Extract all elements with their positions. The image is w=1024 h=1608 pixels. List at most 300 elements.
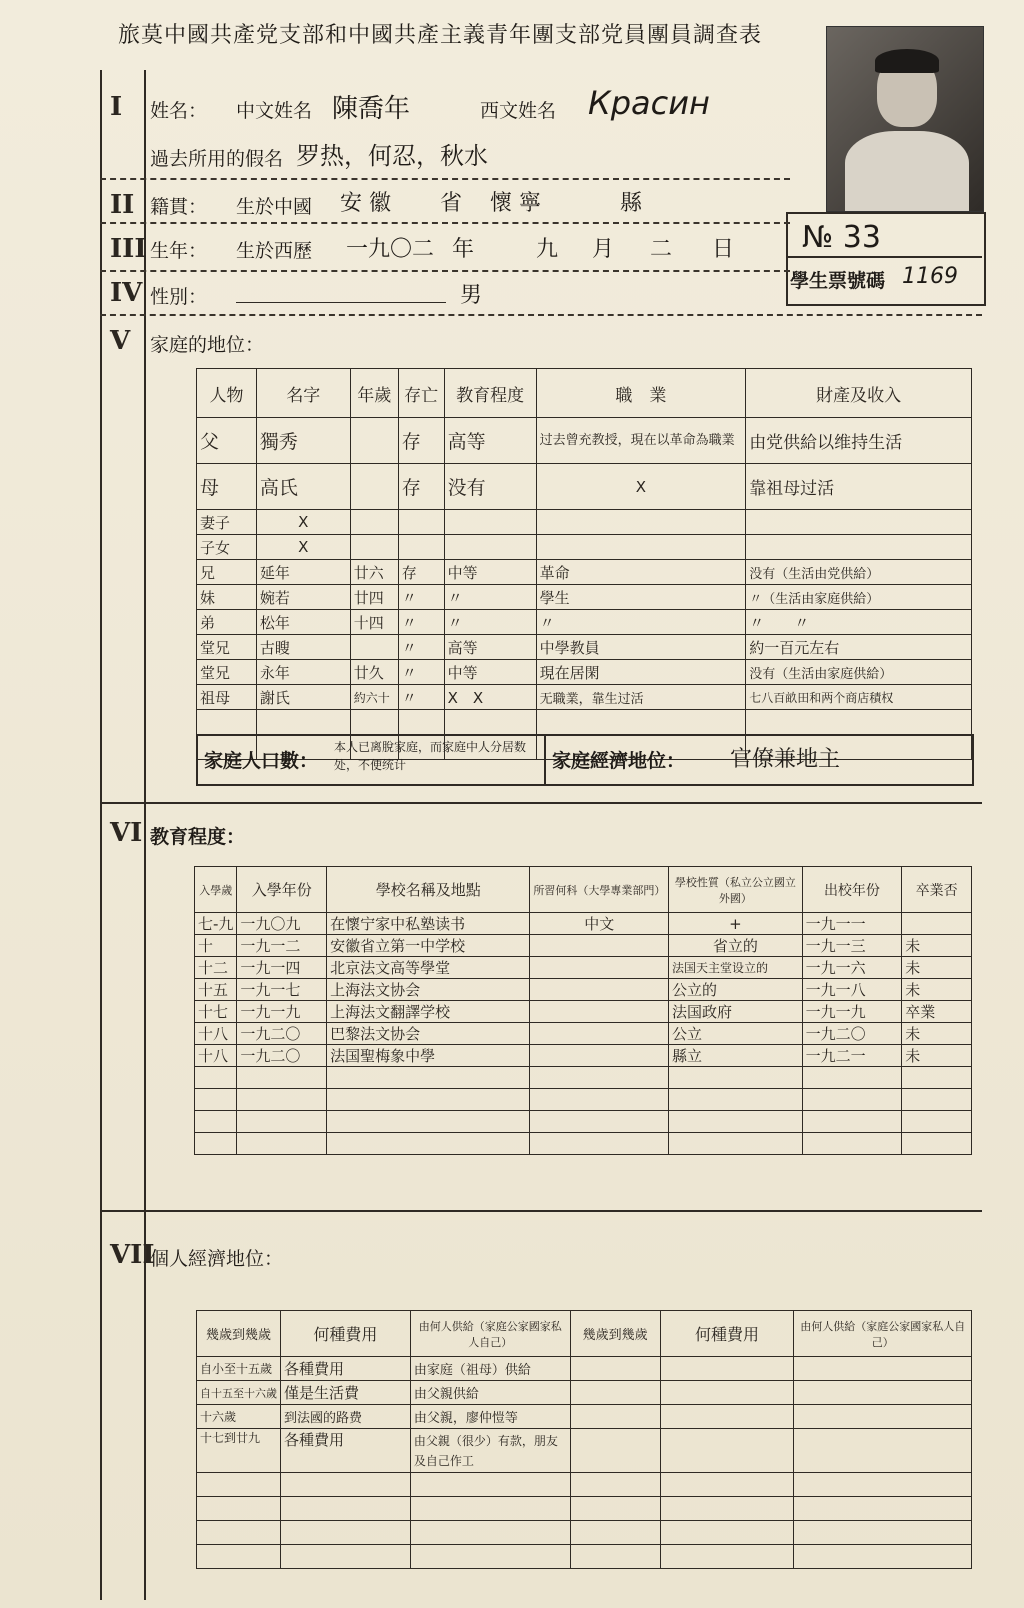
cell: 廿四 [350,585,398,610]
cell [746,535,972,560]
cell [660,1405,794,1429]
cell: 一九一一 [802,913,902,935]
photo-number: № 33 [802,220,881,255]
cell: 一九一九 [237,1001,327,1023]
col-alive: 存亡 [398,369,444,418]
cell [237,1067,327,1089]
cell: 一九二〇 [237,1045,327,1067]
province-suffix: 省 [440,191,463,216]
population-label: 家庭人口數： [204,750,319,772]
cell: 一九一二 [237,935,327,957]
education-label: 教育程度： [150,826,246,848]
cell: 省立的 [669,935,803,957]
cell [281,1545,411,1569]
table-row [197,635,972,660]
birth-prefix: 生於西歷 [236,240,313,262]
economic-status-value: 官僚兼地主 [730,747,841,772]
col-expense-type: 何種費用 [281,1311,411,1357]
table-row [195,935,972,957]
cell: 法国政府 [669,1001,803,1023]
cell: 一九二〇 [802,1023,902,1045]
table-row [197,1473,972,1497]
cell [530,1001,669,1023]
cell [570,1497,660,1521]
col-graduated: 卒業否 [902,867,972,913]
cell [536,510,746,535]
cell [902,1133,972,1155]
cell [410,1521,570,1545]
cell: 〃（生活由家庭供給） [746,585,972,610]
cell [660,1381,794,1405]
cell [660,1497,794,1521]
table-row [195,1111,972,1133]
cell [669,1089,803,1111]
cell: 一九二一 [802,1045,902,1067]
cell: 七-九 [195,913,237,935]
cell: 縣立 [669,1045,803,1067]
cell: 一九二〇 [237,1023,327,1045]
col-provider: 由何人供給（家庭公家國家私人自己） [410,1311,570,1357]
birth-month-suffix: 月 [592,237,615,262]
cell: 祖母 [197,685,257,710]
col-provider-2: 由何人供給（家庭公家國家私人自己） [794,1311,972,1357]
table-row [197,585,972,610]
cell: X [256,535,350,560]
personal-economy-table [196,1310,972,1569]
cell [570,1357,660,1381]
cell: 十 [195,935,237,957]
cell: 妹 [197,585,257,610]
cell: 弟 [197,610,257,635]
cell [794,1497,972,1521]
cell [660,1521,794,1545]
cell: 存 [398,464,444,510]
cell [530,957,669,979]
table-row [197,685,972,710]
col-entry-age: 入學歲 [195,867,237,913]
cell [669,1111,803,1133]
cell: 〃 〃 [746,610,972,635]
cell [327,1067,530,1089]
table-row [195,1023,972,1045]
table-row [195,1045,972,1067]
cell: 〃 [398,635,444,660]
cell: 廿六 [350,560,398,585]
cell [794,1381,972,1405]
cell: 过去曾充教授，現在以革命為職業 [536,418,746,464]
cell [195,1133,237,1155]
cell [197,1473,281,1497]
cell [237,1111,327,1133]
table-row [197,510,972,535]
cell: 中等 [444,560,536,585]
cell: 父 [197,418,257,464]
birth-year-label: 生年： [150,240,208,262]
cell: 北京法文高等學堂 [327,957,530,979]
cell [350,464,398,510]
student-ticket-number: 1169 [902,264,958,289]
cell: 兄 [197,560,257,585]
cell: 七八百畝田和两个商店積权 [746,685,972,710]
cell [570,1473,660,1497]
col-subject: 所習何科（大學專業部門） [530,867,669,913]
cell: 十六歲 [197,1405,281,1429]
cell: 未 [902,935,972,957]
chinese-name-label: 中文姓名 [236,100,313,122]
western-name-label: 西文姓名 [480,100,557,122]
province: 安 徽 [340,191,391,216]
cell [530,979,669,1001]
cell: 〃 [398,610,444,635]
cell [794,1521,972,1545]
cell [530,1045,669,1067]
cell [802,1067,902,1089]
cell [281,1521,411,1545]
section-4-numeral: IV [110,278,143,308]
cell: 上海法文翻譯学校 [327,1001,530,1023]
col-school-name: 學校名稱及地點 [327,867,530,913]
birth-year-suffix: 年 [452,237,475,262]
education-table [194,866,972,1155]
cell [444,510,536,535]
cell [902,913,972,935]
cell: 法国天主堂设立的 [669,957,803,979]
family-table-header [197,369,972,418]
cell [802,1111,902,1133]
cell [570,1381,660,1405]
table-row [197,535,972,560]
birth-day: 二 [650,237,673,262]
cell: 中等 [444,660,536,685]
cell [902,1089,972,1111]
table-row [195,913,972,935]
table-row [197,464,972,510]
cell: 妻子 [197,510,257,535]
cell [669,1133,803,1155]
cell: 一九〇九 [237,913,327,935]
cell [195,1089,237,1111]
col-age: 年歲 [350,369,398,418]
cell [327,1111,530,1133]
section-1-numeral: I [110,92,123,122]
cell: 公立 [669,1023,803,1045]
col-age-range-2: 幾歲到幾歲 [570,1311,660,1357]
cell: 〃 [398,585,444,610]
col-expense-type-2: 何種費用 [660,1311,794,1357]
cell [281,1473,411,1497]
cell [660,1429,794,1473]
cell: 學生 [536,585,746,610]
cell [746,510,972,535]
cell: 靠祖母过活 [746,464,972,510]
col-age-range: 幾歲到幾歲 [197,1311,281,1357]
cell [660,1473,794,1497]
cell: 十八 [195,1045,237,1067]
form-title: 旅莫中國共產党支部和中國共產主義青年團支部党員團員調查表 [118,23,763,48]
table-row [195,1067,972,1089]
cell: 没有（生活由党供給） [746,560,972,585]
table-row [197,560,972,585]
cell [570,1521,660,1545]
cell: 十八 [195,1023,237,1045]
table-row [197,1357,972,1381]
cell [410,1497,570,1521]
cell: 由家庭（祖母）供給 [410,1357,570,1381]
cell [530,1023,669,1045]
cell: + [669,913,803,935]
cell [444,535,536,560]
table-row [197,660,972,685]
birth-day-suffix: 日 [712,237,735,262]
cell: 高等 [444,418,536,464]
cell [794,1405,972,1429]
cell: 十二 [195,957,237,979]
cell [660,1357,794,1381]
table-row [197,710,972,735]
cell: 〃 [444,610,536,635]
cell [398,710,444,735]
cell: 獨秀 [256,418,350,464]
table-row [195,979,972,1001]
cell [237,1133,327,1155]
col-school-type: 學校性質（私立公立國立外國） [669,867,803,913]
cell: 公立的 [669,979,803,1001]
table-row [197,1545,972,1569]
section-6-numeral: VI [110,818,143,848]
cell [660,1545,794,1569]
col-entry-year: 入學年份 [237,867,327,913]
cell: 革命 [536,560,746,585]
margin-line-inner [144,70,146,1600]
cell [195,1067,237,1089]
student-ticket-label: 學生票號碼 [790,270,886,292]
cell [350,535,398,560]
education-table-header [195,867,972,913]
cell [530,1111,669,1133]
cell [197,1497,281,1521]
table-row [195,957,972,979]
cell: 廿久 [350,660,398,685]
table-row [197,1429,972,1473]
cell [794,1473,972,1497]
native-place-label: 籍貫： [150,196,208,218]
cell [794,1357,972,1381]
table-row [195,1133,972,1155]
cell [444,710,536,735]
cell [197,1545,281,1569]
cell [398,535,444,560]
cell [802,1089,902,1111]
cell [350,418,398,464]
sex-label: 性別： [150,286,208,308]
aliases-label: 過去所用的假名 [150,148,284,170]
cell: 謝氏 [256,685,350,710]
cell [570,1429,660,1473]
cell: 母 [197,464,257,510]
cell: X X [444,685,536,710]
cell: 約一百元左右 [746,635,972,660]
cell [530,1133,669,1155]
table-row [197,418,972,464]
cell: 婉若 [256,585,350,610]
table-row [197,1521,972,1545]
cell [802,1133,902,1155]
cell: 存 [398,418,444,464]
cell: 僅是生活費 [281,1381,411,1405]
cell [256,710,350,735]
cell [410,1473,570,1497]
economic-status-label: 家庭經濟地位： [552,750,686,772]
cell [350,710,398,735]
population-note: 本人已离脫家庭，而家庭中人分居数处，不便统计 [334,740,527,772]
cell: 古瞍 [256,635,350,660]
birth-month: 九 [536,237,559,262]
cell: 一九一八 [802,979,902,1001]
cell: 一九一六 [802,957,902,979]
cell: 堂兄 [197,635,257,660]
cell [794,1429,972,1473]
cell: 自十五至十六歲 [197,1381,281,1405]
cell [746,710,972,735]
cell: 一九一九 [802,1001,902,1023]
cell [794,1545,972,1569]
col-property: 財產及收入 [746,369,972,418]
cell [530,935,669,957]
personal-economy-label: 個人經濟地位： [150,1248,284,1270]
cell: 〃 [444,585,536,610]
cell: 〃 [398,685,444,710]
col-person: 人物 [197,369,257,418]
cell: 〃 [536,610,746,635]
cell: 松年 [256,610,350,635]
cell [195,1111,237,1133]
cell: 十四 [350,610,398,635]
name-label: 姓名： [150,100,208,122]
cell [350,510,398,535]
cell: 未 [902,957,972,979]
cell: 十五 [195,979,237,1001]
cell: X [256,510,350,535]
cell: 没有（生活由家庭供給） [746,660,972,685]
cell [570,1545,660,1569]
cell: 高氏 [256,464,350,510]
cell: 各種費用 [281,1429,411,1473]
cell: 延年 [256,560,350,585]
family-table [196,368,972,760]
cell [410,1545,570,1569]
cell: 各種費用 [281,1357,411,1381]
cell: 法国聖梅象中學 [327,1045,530,1067]
cell [197,1521,281,1545]
cell: 高等 [444,635,536,660]
table-row [197,1405,972,1429]
cell: 上海法文协会 [327,979,530,1001]
cell: 約六十 [350,685,398,710]
member-photo [826,26,984,212]
section-7-numeral: VII [110,1240,155,1270]
cell: 一九一七 [237,979,327,1001]
col-name: 名字 [256,369,350,418]
cell: 十七 [195,1001,237,1023]
sex-value: 男 [460,283,483,308]
cell [902,1067,972,1089]
cell: 没有 [444,464,536,510]
cell: 未 [902,979,972,1001]
table-row [197,1381,972,1405]
cell: 子女 [197,535,257,560]
cell [902,1111,972,1133]
cell: 自小至十五歲 [197,1357,281,1381]
cell: 未 [902,1023,972,1045]
cell [398,510,444,535]
cell: 安徽省立第一中学校 [327,935,530,957]
cell [281,1497,411,1521]
cell [197,710,257,735]
family-status-label: 家庭的地位： [150,334,265,356]
cell: 中學教員 [536,635,746,660]
cell [530,1067,669,1089]
table-row [195,1001,972,1023]
section-3-numeral: III [110,234,147,264]
cell: 一九一四 [237,957,327,979]
cell [327,1133,530,1155]
cell [327,1089,530,1111]
cell [669,1067,803,1089]
cell: 中文 [530,913,669,935]
cell: 十七到廿九 [197,1429,281,1473]
col-education: 教育程度 [444,369,536,418]
cell: 由父親，廖仲愷等 [410,1405,570,1429]
aliases: 罗热，何忍，秋水 [296,142,488,170]
section-2-numeral: II [110,190,135,220]
personal-economy-header [197,1311,972,1357]
cell: X [536,464,746,510]
cell [570,1405,660,1429]
cell: 由党供給以维持生活 [746,418,972,464]
cell: 現在居閑 [536,660,746,685]
cell: 由父親供給 [410,1381,570,1405]
margin-line [100,70,102,1600]
cell: 在懷宁家中私塾读书 [327,913,530,935]
cell: 存 [398,560,444,585]
cell: 到法國的路费 [281,1405,411,1429]
cell: 卒業 [902,1001,972,1023]
table-row [195,1089,972,1111]
cell: 〃 [398,660,444,685]
county: 懷 寧 [490,191,541,216]
col-occupation: 職 業 [536,369,746,418]
chinese-name: 陳喬年 [332,94,411,124]
western-name: Красин [588,84,710,122]
table-row [197,610,972,635]
cell [237,1089,327,1111]
cell: 永年 [256,660,350,685]
cell: 堂兄 [197,660,257,685]
county-suffix: 縣 [620,191,643,216]
cell: 巴黎法文协会 [327,1023,530,1045]
section-5-numeral: V [110,326,131,356]
cell [536,710,746,735]
col-exit-year: 出校年份 [802,867,902,913]
cell [530,1089,669,1111]
table-row [197,1497,972,1521]
birth-year: 一九〇二 [346,237,435,262]
cell: 由父親（很少）有款，朋友及自己作工 [410,1429,570,1473]
cell: 一九一三 [802,935,902,957]
cell [350,635,398,660]
cell [536,535,746,560]
cell: 无職業，靠生过活 [536,685,746,710]
